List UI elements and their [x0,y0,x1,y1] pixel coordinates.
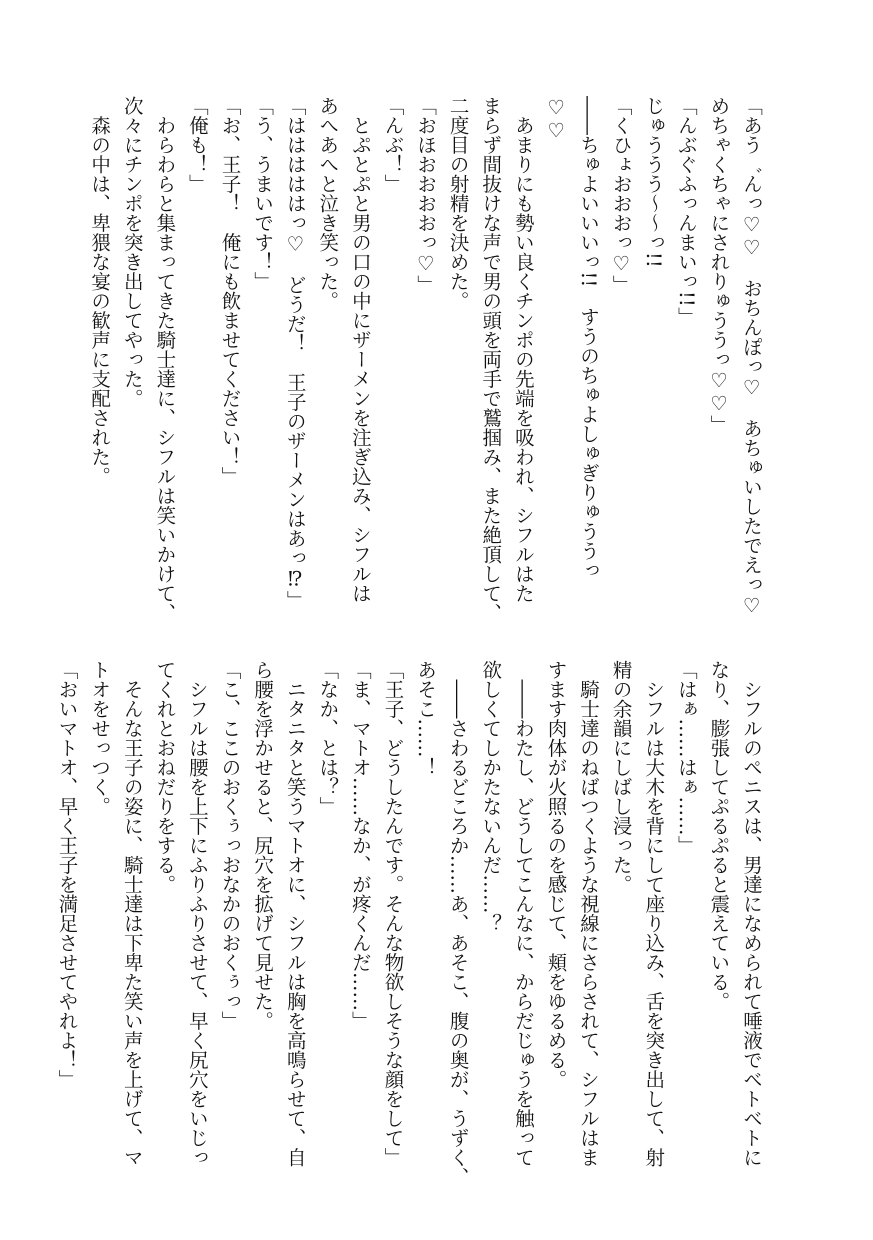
text-line: 「お、王子！ 俺にも飲ませてください！」 [218,96,242,486]
text-block-upper [88,96,767,623]
text-line: 「んぶぐふっんまいっ!!」 [674,96,698,327]
text-line: そんな王子の姿に、騎士達は下卑た笑い声を上げて、マ [120,660,144,1167]
text-line: 二度目の射精を決めた。 [446,96,470,311]
text-line: 欲しくてしかたないんだ……？ [479,660,503,933]
text-line: ♡♡ [544,96,568,142]
text-line: 「おほおおおおっ♡」 [414,96,438,295]
text-line: ――さわるどころか……あ、あそこ、腹の奥が、うずく、 [446,660,470,1187]
text-line: 「王子、どうしたんです。そんな物欲しそうな顔をして」 [381,660,405,1167]
text-line: 「はははははっ♡ どうだ！ 王子のザーメンはあっ⁉」 [283,96,307,610]
text-line: ――わたし、どうしてこんなに、からだじゅうを触って [511,660,535,1167]
text-line: ――ちゅよいいいっ!! すうのちゅよしゅぎりゅううっ [577,96,601,580]
text-line: ら腰を浮かせると、尻穴を拡げて見せた。 [251,660,275,1031]
text-line: 「ま、マトオ……なか、が疼くんだ……」 [348,660,372,1031]
text-line: 「こ、ここのおくぅっおなかのおくぅっ」 [218,660,242,1031]
text-line: なり、膨張してぷるぷると震えている。 [707,660,731,1011]
text-line: てくれとおねだりをする。 [153,660,177,894]
text-line: 「俺も！」 [185,96,209,194]
text-line: めちゃくちゃにされりゅううっ♡♡」 [707,96,731,435]
text-line: 「あう゛んっ♡♡ おちんぽっ♡ あちゅいしたでえっ♡ [740,96,763,617]
text-line: ニタニタと笑うマトオに、シフルは胸を高鳴らせて、自 [283,660,307,1167]
text-line: 精の余韻にしばし浸った。 [609,660,633,894]
text-line: あそこ……！ [414,660,438,777]
text-line: 森の中は、卑猥な宴の歓声に支配された。 [88,96,112,486]
text-line: 「おいマトオ、早く王子を満足させてやれよ！」 [55,660,79,1089]
text-line: 騎士達のねばつくような視線にさらされて、シフルはま [577,660,601,1167]
text-line: トオをせっつく。 [88,660,112,816]
text-line: シフルは腰を上下にふりふりさせて、早く尻穴をいじっ [185,660,209,1167]
text-line: まらず間抜けな声で男の頭を両手で鷲掴み、また絶頂して、 [479,96,503,623]
text-line: じゅううう～～っ!! [642,96,666,268]
text-line: あまりにも勢い良くチンポの先端を吸われ、シフルはた [511,96,535,603]
text-block-lower [55,660,767,1187]
text-line: 次々にチンポを突き出してやった。 [120,96,144,408]
text-line: 「はぁ……はぁ……」 [674,660,698,855]
text-line: あへあへと泣き笑った。 [316,96,340,311]
text-line: すます肉体が火照るのを感じて、頬をゆるめる。 [544,660,568,1089]
text-line: シフルのペニスは、男達になめられて唾液でベトベトに [740,660,763,1167]
text-line: 「う、うまいです！」 [251,96,275,291]
text-line: とぷとぷと男の口の中にザーメンを注ぎ込み、シフルは [348,96,372,603]
text-line: 「くひょおおおっ♡」 [609,96,633,295]
text-line: 「んぶ！」 [381,96,405,194]
text-line: 「なか、とは？」 [316,660,340,816]
text-line: シフルは大木を背にして座り込み、舌を突き出して、射 [642,660,666,1167]
text-line: わらわらと集まってきた騎士達に、シフルは笑いかけて、 [153,96,177,623]
